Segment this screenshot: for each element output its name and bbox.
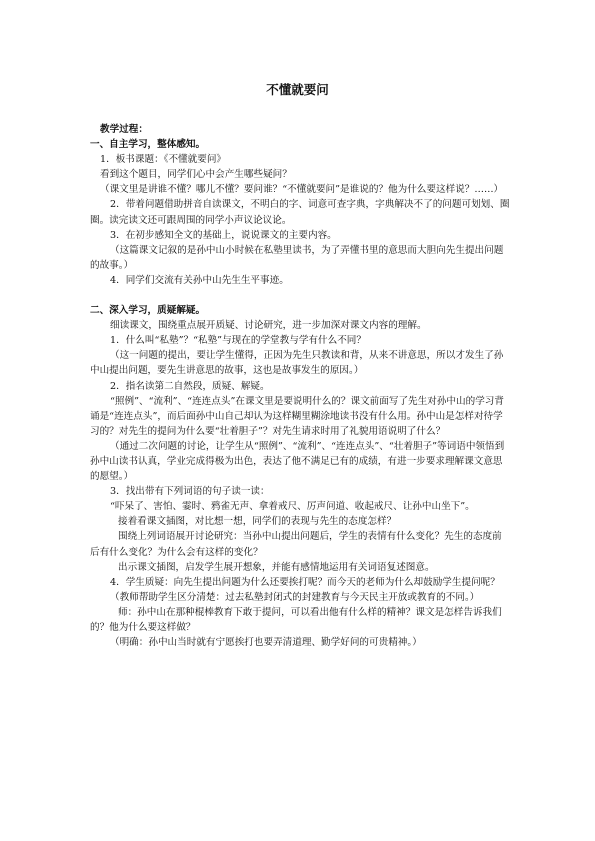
paragraph: 细读课文，围绕重点展开质疑、讨论研究，进一步加深对课文内容的理解。 [110, 320, 427, 332]
paragraph: （通过二次问题的讨论，让学生从“照例”、“流利”、“连连点头”、“壮着胆子”等词语中领悟到孙中山读书认真，学业完成得极为出色，表达了他不满足已有的成绩，有进一步要求理解课文意思的愿望。） [90, 440, 505, 483]
paragraph: 2．带着问题借助拼音自读课文，不明白的字、词意可查字典，字典解决不了的问题可划划、圈圈。读完读文还可跟周围的同学小声议论议论。 [90, 199, 510, 226]
paragraph: “照例”、“流利”、“连连点头”在课文里是要说明什么的？课文前面写了先生对孙中山的学习背诵是“连连点头”，而后面孙中山自己却认为这样糊里糊涂地读书没有什么用。孙中山是怎样对待学习的？对先生的提问为什么要“壮着胆子”？对先生请求时用了礼貌用语说明了什么？ [90, 395, 504, 437]
paragraph: 4．学生质疑：向先生提出问题为什么还要挨打呢？而今天的老师为什么却鼓励学生提问呢？ [110, 576, 500, 588]
paragraph: 3．找出带有下列词语的句子读一读： [110, 486, 270, 498]
section-heading: 一、自主学习，整体感知。 [90, 139, 206, 151]
paragraph: 1．板书课题：《不懂就要问》 [100, 154, 227, 166]
paragraph: 1．什么叫“私塾”？“私塾”与现在的学堂教与学有什么不同？ [110, 335, 366, 347]
section-heading: 二、深入学习，质疑解疑。 [90, 305, 206, 317]
paragraph: （课文里是讲谁不懂？哪儿不懂？要问谁？“不懂就要问”是谁说的？他为什么要这样说？……） [100, 184, 504, 196]
paragraph: 2．指名读第二自然段，质疑、解疑。 [110, 380, 270, 392]
paragraph: 围绕上列词语展开讨论研究：当孙中山提出问题后，学生的表情有什么变化？先生的态度前后有什么变化？为什么会有这样的变化？ [90, 531, 502, 558]
paragraph: “吓呆了、害怕、霎时、鸦雀无声、拿着戒尺、厉声问道、收起戒尺、让孙中山坐下”。 [110, 501, 475, 513]
document-body [90, 122, 510, 650]
paragraph: （明确：孙中山当时就有宁愿挨打也要弄清道理、勤学好问的可贵精神。） [110, 637, 422, 649]
paragraph: （教师帮助学生区分清楚：过去私塾封闭式的封建教育与今天民主开放或教育的不同。） [110, 591, 480, 603]
paragraph: 3．在初步感知全文的基础上，说说课文的主要内容。 [110, 229, 337, 241]
paragraph: 看到这个题目，同学们心中会产生哪些疑问？ [100, 169, 292, 181]
paragraph: 出示课文插图，启发学生展开想象，并能有感情地运用有关词语复述图意。 [118, 561, 435, 573]
paragraph: （这一问题的提出，要让学生懂得，正因为先生只教读和背，从来不讲意思，所以才发生了孙中山提出问题，要先生讲意思的故事，这也是故事发生的原因。） [90, 350, 504, 377]
document-title: 不懂就要问 [266, 82, 329, 97]
paragraph: 师：孙中山在那种棍棒教育下敢于提问，可以看出他有什么样的精神？课文是怎样告诉我们的？他为什么要这样做？ [90, 606, 502, 633]
section-heading: 教学过程： [100, 124, 148, 135]
paragraph: 接着看课文插图，对比想一想，同学们的表现与先生的态度怎样？ [118, 516, 397, 528]
paragraph: 4．同学们交流有关孙中山先生生平事迹。 [110, 274, 289, 286]
paragraph: （这篇课文记叙的是孙中山小时候在私塾里读书，为了弄懂书里的意思而大胆向先生提出问题的故事。） [90, 244, 504, 271]
